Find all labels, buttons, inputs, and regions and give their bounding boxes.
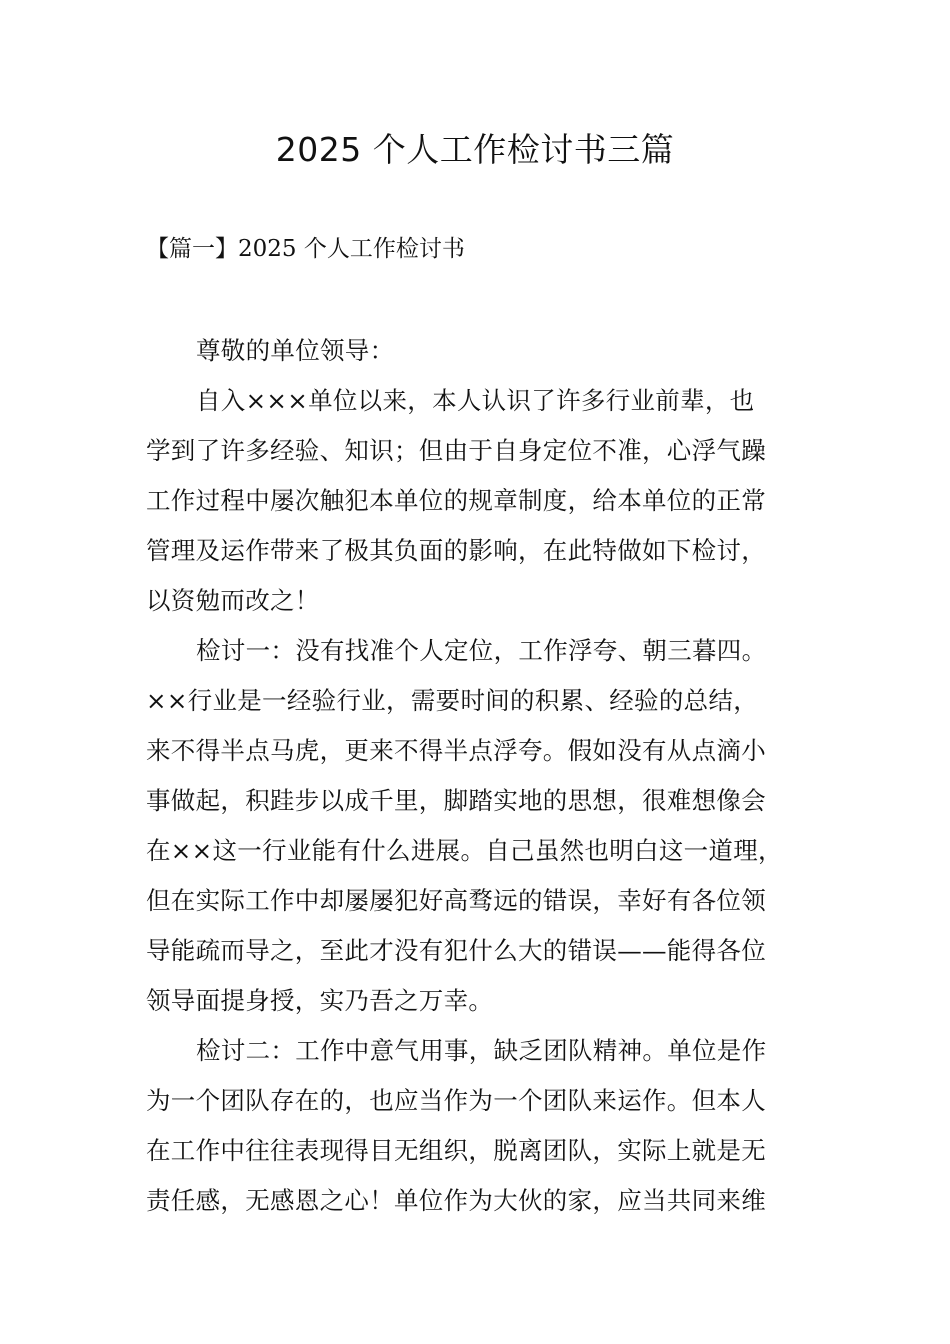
body-line: 工作过程中屡次触犯本单位的规章制度，给本单位的正常 [146,486,766,515]
body-line: 但在实际工作中却屡屡犯好高骛远的错误，幸好有各位领 [146,886,766,915]
document-body [146,330,826,1230]
section-heading: 【篇一】2025 个人工作检讨书 [146,236,465,262]
body-line: 检讨二：工作中意气用事，缺乏团队精神。单位是作 [196,1036,767,1065]
body-line: 自入×××单位以来，本人认识了许多行业前辈，也 [196,386,755,415]
body-line: ××行业是一经验行业，需要时间的积累、经验的总结， [146,686,759,715]
document-title: 2025 个人工作检讨书三篇 [275,130,675,169]
body-line: 在工作中往往表现得目无组织，脱离团队，实际上就是无 [146,1136,766,1165]
body-line: 在××这一行业能有什么进展。自己虽然也明白这一道理， [146,836,783,865]
body-line: 尊敬的单位领导： [196,336,395,365]
body-line: 领导面提身授，实乃吾之万幸。 [146,986,494,1015]
body-line: 责任感，无感恩之心！单位作为大伙的家，应当共同来维 [146,1186,766,1215]
body-line: 以资勉而改之！ [146,586,320,615]
body-line: 管理及运作带来了极其负面的影响，在此特做如下检讨， [146,536,766,565]
body-line: 来不得半点马虎，更来不得半点浮夸。假如没有从点滴小 [146,736,766,765]
body-line: 导能疏而导之，至此才没有犯什么大的错误——能得各位 [146,936,766,965]
body-line: 为一个团队存在的，也应当作为一个团队来运作。但本人 [146,1086,766,1115]
body-line: 学到了许多经验、知识；但由于自身定位不准，心浮气躁 [146,436,766,465]
body-line: 检讨一：没有找准个人定位，工作浮夸、朝三暮四。 [196,636,767,665]
body-line: 事做起，积跬步以成千里，脚踏实地的思想，很难想像会 [146,786,766,815]
